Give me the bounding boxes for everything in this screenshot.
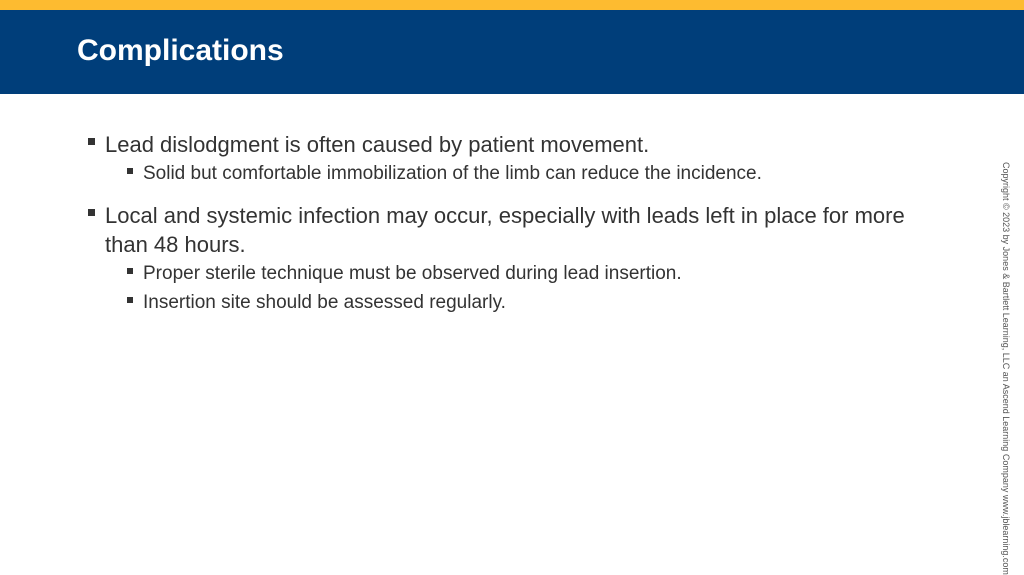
sub-bullet-text: Solid but comfortable immobilization of the limb can reduce the incidence.: [143, 163, 762, 184]
bullet-item: [88, 130, 918, 159]
bullet-text: Lead dislodgment is often caused by patient movement.: [105, 132, 650, 157]
square-bullet-icon: [127, 268, 133, 274]
sub-bullet-item: [88, 159, 918, 188]
square-bullet-icon: [88, 209, 95, 216]
square-bullet-icon: [127, 297, 133, 303]
sub-bullet-text: Insertion site should be assessed regularly.: [143, 292, 506, 313]
accent-stripe: [0, 0, 1024, 10]
sub-bullet-item: [88, 288, 918, 317]
sub-bullet-text: Proper sterile technique must be observed during lead insertion.: [143, 263, 682, 284]
slide-title: Complications: [77, 34, 284, 67]
copyright-notice: Copyright © 2023 by Jones & Bartlett Learning, LLC an Ascend Learning Company www.jblearning.com: [1001, 162, 1011, 575]
square-bullet-icon: [127, 168, 133, 174]
slide-content: [88, 130, 918, 317]
bullet-text: Local and systemic infection may occur, especially with leads left in place for more than 48 hours.: [105, 203, 905, 257]
square-bullet-icon: [88, 138, 95, 145]
sub-bullet-item: [88, 259, 918, 288]
bullet-item: [88, 201, 918, 259]
